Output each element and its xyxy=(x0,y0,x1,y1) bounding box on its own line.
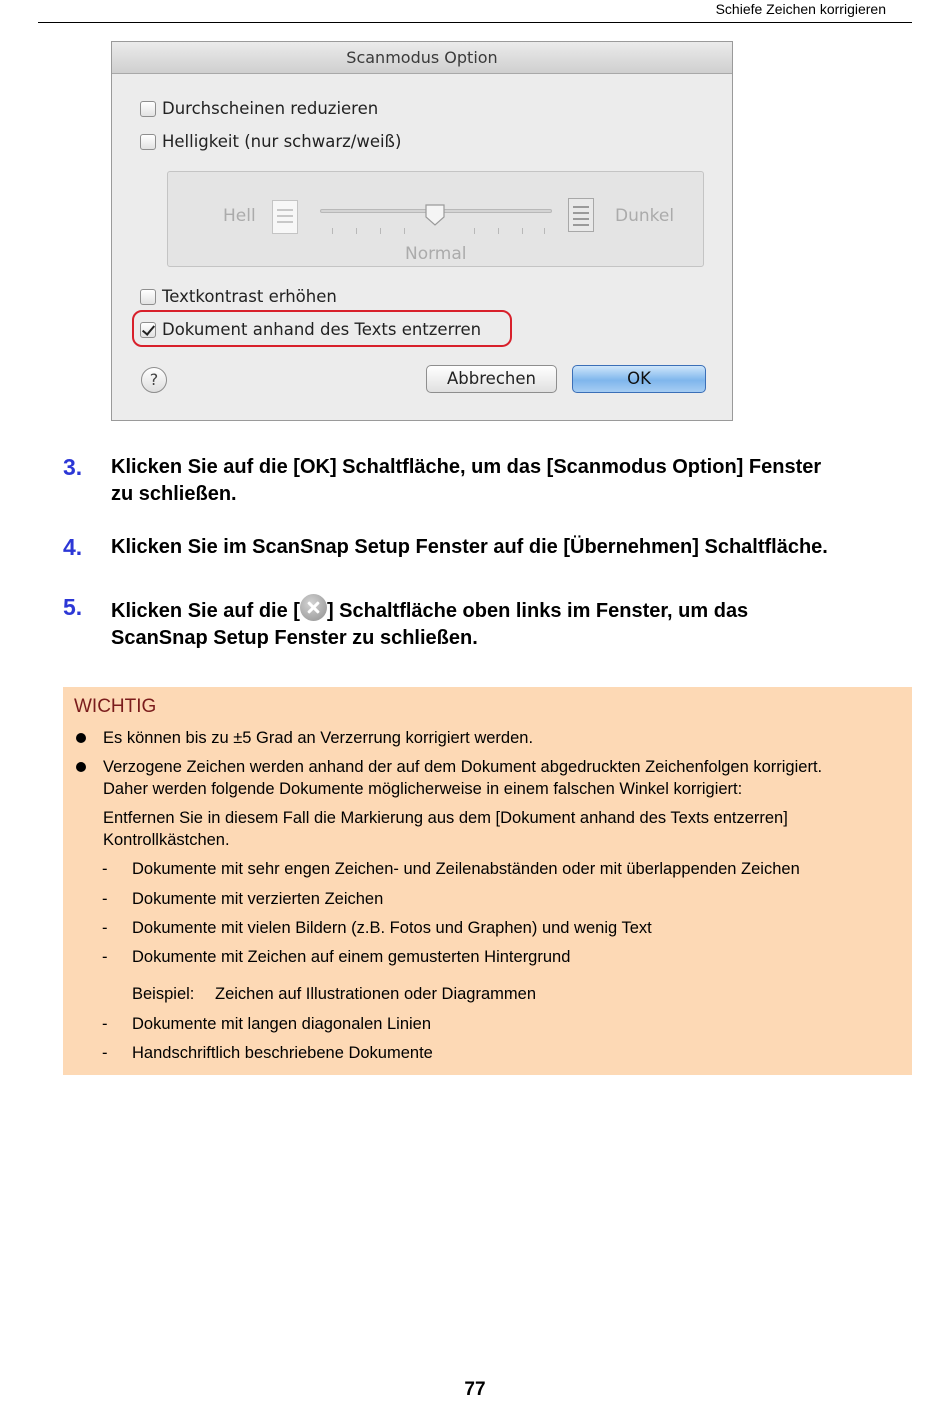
light-document-icon xyxy=(272,200,298,234)
cancel-button[interactable]: Abbrechen xyxy=(426,365,557,393)
brightness-value-label: Normal xyxy=(405,244,467,264)
step-text-fragment: ] Schaltfläche oben links im Fenster, um das xyxy=(326,600,749,622)
dark-document-icon xyxy=(568,198,594,232)
option-label: Durchscheinen reduzieren xyxy=(162,99,379,118)
option-label: Helligkeit (nur schwarz/weiß) xyxy=(162,132,402,151)
list-item: Dokumente mit Zeichen auf einem gemusterten Hintergrund xyxy=(132,948,571,966)
step-text-line xyxy=(111,594,903,625)
dash-marker: - xyxy=(102,948,108,966)
page-number: 77 xyxy=(464,1379,486,1400)
checkbox-textkontrast[interactable] xyxy=(140,289,156,305)
dialog-title: Scanmodus Option xyxy=(112,42,732,74)
brightness-slider-thumb[interactable] xyxy=(424,203,446,227)
option-textkontrast[interactable] xyxy=(140,287,337,306)
option-helligkeit[interactable] xyxy=(140,132,401,151)
important-paragraph-line: Entfernen Sie in diesem Fall die Markierung aus dem [Dokument anhand des Texts entzerren] xyxy=(103,809,788,827)
dash-marker: - xyxy=(102,860,108,878)
option-label: Textkontrast erhöhen xyxy=(162,287,337,306)
dash-marker: - xyxy=(102,919,108,937)
step-5 xyxy=(63,594,903,652)
list-item: Dokumente mit sehr engen Zeichen- und Zeilenabständen oder mit überlappenden Zeichen xyxy=(132,860,800,878)
list-item: Dokumente mit langen diagonalen Linien xyxy=(132,1015,432,1033)
step-text-line: ScanSnap Setup Fenster zu schließen. xyxy=(111,627,478,649)
red-highlight-annotation xyxy=(132,310,512,347)
ok-button[interactable]: OK xyxy=(572,365,706,393)
step-text-fragment: Klicken Sie auf die [ xyxy=(111,600,300,622)
help-button[interactable]: ? xyxy=(141,367,167,393)
step-3 xyxy=(63,454,903,508)
option-label: Dokument anhand des Texts entzerren xyxy=(162,320,482,339)
step-text: Klicken Sie im ScanSnap Setup Fenster auf die [Übernehmen] Schaltfläche. xyxy=(111,536,828,558)
bullet-icon xyxy=(76,762,86,772)
brightness-right-label: Dunkel xyxy=(615,206,675,226)
step-4 xyxy=(63,534,903,561)
step-text xyxy=(111,594,903,652)
important-bullet-1: Es können bis zu ±5 Grad an Verzerrung korrigiert werden. xyxy=(103,729,534,747)
step-text-line: zu schließen. xyxy=(111,483,237,505)
dash-marker: - xyxy=(102,1015,108,1033)
checkbox-helligkeit[interactable] xyxy=(140,134,156,150)
example-label: Beispiel: xyxy=(132,985,195,1003)
list-item: Dokumente mit vielen Bildern (z.B. Fotos und Graphen) und wenig Text xyxy=(132,919,652,937)
close-icon xyxy=(300,594,327,621)
important-title: WICHTIG xyxy=(74,696,157,717)
important-paragraph-line: Kontrollkästchen. xyxy=(103,831,230,849)
important-box xyxy=(63,687,912,1075)
brightness-left-label: Hell xyxy=(223,206,256,226)
header-title: Schiefe Zeichen korrigieren xyxy=(715,1,886,17)
list-item: Handschriftlich beschriebene Dokumente xyxy=(132,1044,433,1062)
dash-marker: - xyxy=(102,890,108,908)
checkbox-durchscheinen[interactable] xyxy=(140,101,156,117)
dash-marker: - xyxy=(102,1044,108,1062)
brightness-panel xyxy=(167,171,704,267)
option-durchscheinen-reduzieren[interactable] xyxy=(140,99,378,118)
step-number: 5. xyxy=(63,594,83,620)
step-text-line: Klicken Sie auf die [OK] Schaltfläche, um das [Scanmodus Option] Fenster xyxy=(111,456,822,478)
step-number: 4. xyxy=(63,534,83,560)
list-item: Dokumente mit verzierten Zeichen xyxy=(132,890,384,908)
important-bullet-2-line: Daher werden folgende Dokumente möglicherweise in einem falschen Winkel korrigiert: xyxy=(103,780,743,798)
important-bullet-2-line: Verzogene Zeichen werden anhand der auf dem Dokument abgedruckten Zeichenfolgen korrigiert. xyxy=(103,758,823,776)
scanmodus-option-dialog xyxy=(111,41,733,421)
bullet-icon xyxy=(76,733,86,743)
step-number: 3. xyxy=(63,454,83,480)
header-divider xyxy=(38,22,912,23)
example-text: Zeichen auf Illustrationen oder Diagrammen xyxy=(215,985,537,1003)
step-text xyxy=(111,454,903,508)
